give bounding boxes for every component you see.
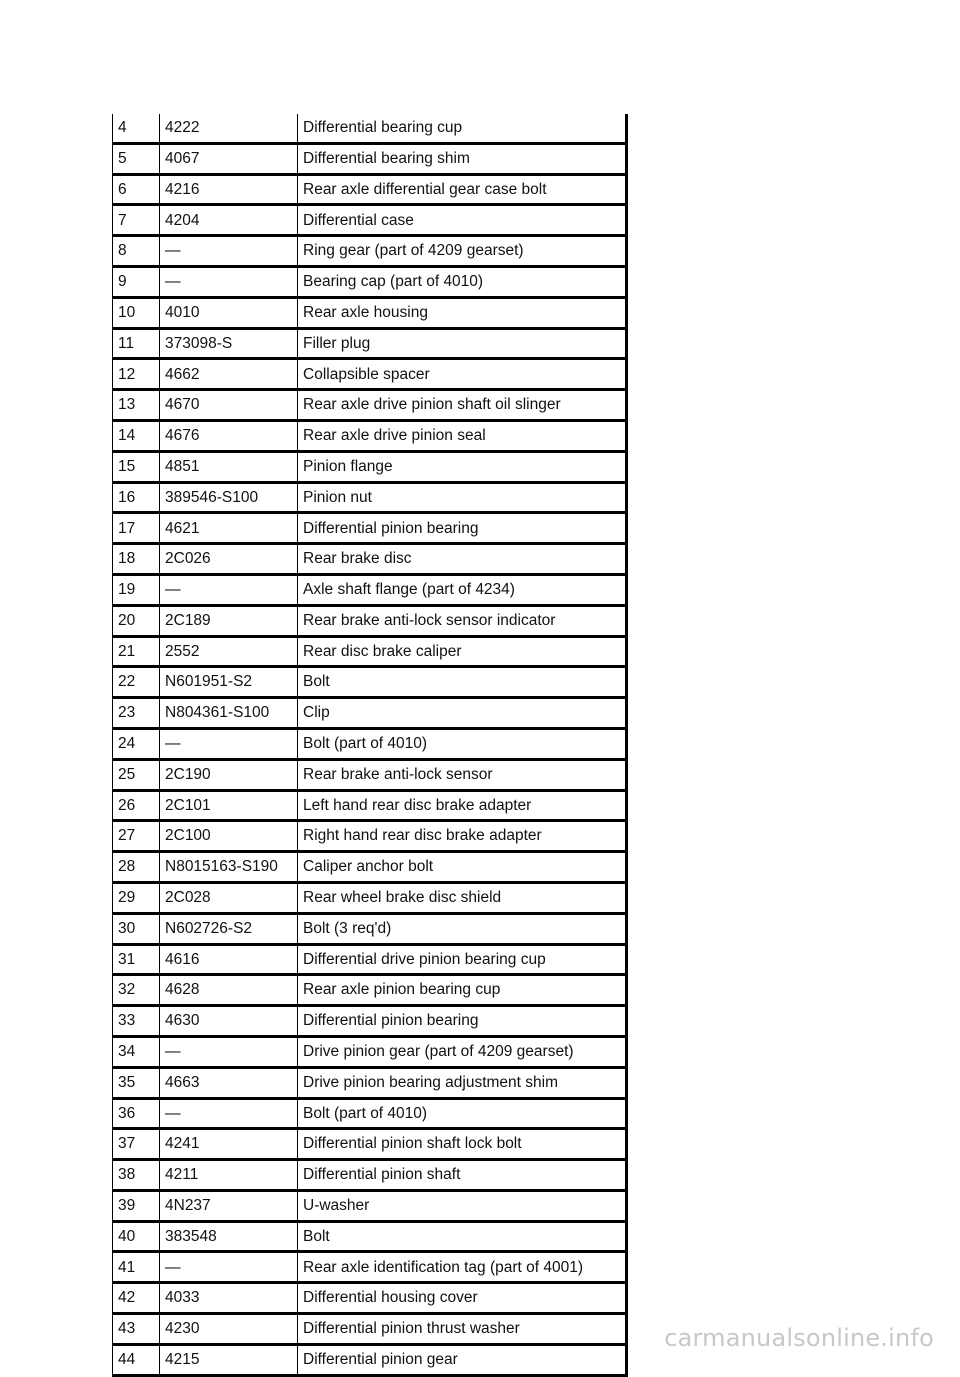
- part-number-cell: 4211: [160, 1160, 298, 1191]
- item-number-cell: 41: [113, 1252, 160, 1283]
- description-cell: Axle shaft flange (part of 4234): [298, 574, 627, 605]
- part-number-cell: 4670: [160, 390, 298, 421]
- part-number-cell: —: [160, 728, 298, 759]
- item-number-cell: 12: [113, 359, 160, 390]
- item-number-cell: 39: [113, 1190, 160, 1221]
- table-row: [113, 759, 627, 790]
- table-row: [113, 359, 627, 390]
- description-cell: Rear axle drive pinion shaft oil slinger: [298, 390, 627, 421]
- item-number-cell: 15: [113, 451, 160, 482]
- description-cell: Differential bearing shim: [298, 143, 627, 174]
- table-row: [113, 205, 627, 236]
- description-cell: Rear disc brake caliper: [298, 636, 627, 667]
- part-number-cell: 4676: [160, 420, 298, 451]
- description-cell: Bolt (part of 4010): [298, 728, 627, 759]
- item-number-cell: 7: [113, 205, 160, 236]
- part-number-cell: 4662: [160, 359, 298, 390]
- description-cell: Filler plug: [298, 328, 627, 359]
- table-row: [113, 297, 627, 328]
- item-number-cell: 25: [113, 759, 160, 790]
- description-cell: Rear axle identification tag (part of 4001): [298, 1252, 627, 1283]
- item-number-cell: 9: [113, 266, 160, 297]
- part-number-cell: 383548: [160, 1221, 298, 1252]
- part-number-cell: 4628: [160, 975, 298, 1006]
- table-row: [113, 451, 627, 482]
- table-row: [113, 698, 627, 729]
- table-row: [113, 266, 627, 297]
- table-row: [113, 790, 627, 821]
- table-row: [113, 1344, 627, 1375]
- item-number-cell: 5: [113, 143, 160, 174]
- table-row: [113, 482, 627, 513]
- item-number-cell: 33: [113, 1006, 160, 1037]
- table-row: [113, 1283, 627, 1314]
- part-number-cell: 2552: [160, 636, 298, 667]
- part-number-cell: 2C100: [160, 821, 298, 852]
- item-number-cell: 34: [113, 1036, 160, 1067]
- table-row: [113, 821, 627, 852]
- item-number-cell: 38: [113, 1160, 160, 1191]
- part-number-cell: 4010: [160, 297, 298, 328]
- description-cell: Rear brake anti-lock sensor: [298, 759, 627, 790]
- part-number-cell: 4230: [160, 1314, 298, 1345]
- part-number-cell: 2C026: [160, 544, 298, 575]
- item-number-cell: 30: [113, 913, 160, 944]
- part-number-cell: 2C189: [160, 605, 298, 636]
- item-number-cell: 4: [113, 114, 160, 143]
- part-number-cell: 4851: [160, 451, 298, 482]
- table-row: [113, 1036, 627, 1067]
- part-number-cell: N602726-S2: [160, 913, 298, 944]
- description-cell: Differential housing cover: [298, 1283, 627, 1314]
- table-row: [113, 1098, 627, 1129]
- part-number-cell: 4215: [160, 1344, 298, 1375]
- item-number-cell: 36: [113, 1098, 160, 1129]
- part-number-cell: N601951-S2: [160, 667, 298, 698]
- part-number-cell: —: [160, 236, 298, 267]
- part-number-cell: 4067: [160, 143, 298, 174]
- item-number-cell: 29: [113, 882, 160, 913]
- table-row: [113, 1221, 627, 1252]
- item-number-cell: 23: [113, 698, 160, 729]
- part-number-cell: 4222: [160, 114, 298, 143]
- table-row: [113, 143, 627, 174]
- table-row: [113, 513, 627, 544]
- description-cell: Bolt (3 req'd): [298, 913, 627, 944]
- table-row: [113, 605, 627, 636]
- table-row: [113, 882, 627, 913]
- item-number-cell: 11: [113, 328, 160, 359]
- item-number-cell: 16: [113, 482, 160, 513]
- table-row: [113, 1006, 627, 1037]
- item-number-cell: 44: [113, 1344, 160, 1375]
- item-number-cell: 18: [113, 544, 160, 575]
- description-cell: Bolt: [298, 667, 627, 698]
- description-cell: Differential pinion thrust washer: [298, 1314, 627, 1345]
- item-number-cell: 10: [113, 297, 160, 328]
- item-number-cell: 32: [113, 975, 160, 1006]
- table-row: [113, 1314, 627, 1345]
- table-row: [113, 975, 627, 1006]
- part-number-cell: 4216: [160, 174, 298, 205]
- part-number-cell: 2C101: [160, 790, 298, 821]
- item-number-cell: 19: [113, 574, 160, 605]
- part-number-cell: N8015163-S190: [160, 852, 298, 883]
- table-row: [113, 420, 627, 451]
- part-number-cell: —: [160, 1098, 298, 1129]
- description-cell: Differential pinion bearing: [298, 513, 627, 544]
- table-row: [113, 174, 627, 205]
- item-number-cell: 35: [113, 1067, 160, 1098]
- item-number-cell: 6: [113, 174, 160, 205]
- description-cell: Drive pinion bearing adjustment shim: [298, 1067, 627, 1098]
- part-number-cell: 2C190: [160, 759, 298, 790]
- item-number-cell: 43: [113, 1314, 160, 1345]
- part-number-cell: 2C028: [160, 882, 298, 913]
- table-row: [113, 852, 627, 883]
- part-number-cell: 4616: [160, 944, 298, 975]
- description-cell: Pinion flange: [298, 451, 627, 482]
- part-number-cell: 4033: [160, 1283, 298, 1314]
- table-row: [113, 328, 627, 359]
- description-cell: Differential pinion shaft lock bolt: [298, 1129, 627, 1160]
- item-number-cell: 42: [113, 1283, 160, 1314]
- table-row: [113, 913, 627, 944]
- part-number-cell: —: [160, 574, 298, 605]
- table-row: [113, 728, 627, 759]
- description-cell: Rear brake anti-lock sensor indicator: [298, 605, 627, 636]
- item-number-cell: 17: [113, 513, 160, 544]
- description-cell: Differential bearing cup: [298, 114, 627, 143]
- table-row: [113, 1190, 627, 1221]
- description-cell: Differential pinion shaft: [298, 1160, 627, 1191]
- description-cell: Drive pinion gear (part of 4209 gearset): [298, 1036, 627, 1067]
- table-row: [113, 1160, 627, 1191]
- description-cell: Differential case: [298, 205, 627, 236]
- parts-table: [112, 114, 628, 1377]
- table-row: [113, 1129, 627, 1160]
- table-row: [113, 390, 627, 421]
- description-cell: Rear axle housing: [298, 297, 627, 328]
- description-cell: Clip: [298, 698, 627, 729]
- description-cell: Bolt (part of 4010): [298, 1098, 627, 1129]
- description-cell: Rear axle pinion bearing cup: [298, 975, 627, 1006]
- item-number-cell: 31: [113, 944, 160, 975]
- item-number-cell: 21: [113, 636, 160, 667]
- item-number-cell: 28: [113, 852, 160, 883]
- item-number-cell: 8: [113, 236, 160, 267]
- description-cell: Differential pinion gear: [298, 1344, 627, 1375]
- table-row: [113, 574, 627, 605]
- description-cell: Rear wheel brake disc shield: [298, 882, 627, 913]
- item-number-cell: 40: [113, 1221, 160, 1252]
- watermark: carmanualsonline.info: [664, 1324, 934, 1352]
- part-number-cell: 4663: [160, 1067, 298, 1098]
- item-number-cell: 24: [113, 728, 160, 759]
- item-number-cell: 22: [113, 667, 160, 698]
- description-cell: Differential pinion bearing: [298, 1006, 627, 1037]
- table-row: [113, 114, 627, 143]
- part-number-cell: 4630: [160, 1006, 298, 1037]
- table-row: [113, 1067, 627, 1098]
- description-cell: Bolt: [298, 1221, 627, 1252]
- description-cell: Collapsible spacer: [298, 359, 627, 390]
- description-cell: Ring gear (part of 4209 gearset): [298, 236, 627, 267]
- part-number-cell: 389546-S100: [160, 482, 298, 513]
- part-number-cell: 4204: [160, 205, 298, 236]
- description-cell: Caliper anchor bolt: [298, 852, 627, 883]
- description-cell: Bearing cap (part of 4010): [298, 266, 627, 297]
- item-number-cell: 37: [113, 1129, 160, 1160]
- part-number-cell: 4241: [160, 1129, 298, 1160]
- description-cell: Left hand rear disc brake adapter: [298, 790, 627, 821]
- part-number-cell: —: [160, 1036, 298, 1067]
- table-row: [113, 544, 627, 575]
- table-row: [113, 636, 627, 667]
- description-cell: Right hand rear disc brake adapter: [298, 821, 627, 852]
- item-number-cell: 27: [113, 821, 160, 852]
- table-row: [113, 667, 627, 698]
- description-cell: Differential drive pinion bearing cup: [298, 944, 627, 975]
- part-number-cell: 4N237: [160, 1190, 298, 1221]
- description-cell: Rear axle drive pinion seal: [298, 420, 627, 451]
- part-number-cell: 373098-S: [160, 328, 298, 359]
- table-row: [113, 944, 627, 975]
- item-number-cell: 13: [113, 390, 160, 421]
- table-row: [113, 236, 627, 267]
- description-cell: Rear axle differential gear case bolt: [298, 174, 627, 205]
- description-cell: U-washer: [298, 1190, 627, 1221]
- part-number-cell: 4621: [160, 513, 298, 544]
- item-number-cell: 26: [113, 790, 160, 821]
- part-number-cell: —: [160, 266, 298, 297]
- description-cell: Pinion nut: [298, 482, 627, 513]
- description-cell: Rear brake disc: [298, 544, 627, 575]
- table-row: [113, 1252, 627, 1283]
- part-number-cell: N804361-S100: [160, 698, 298, 729]
- item-number-cell: 20: [113, 605, 160, 636]
- parts-table-body: [113, 114, 627, 1375]
- part-number-cell: —: [160, 1252, 298, 1283]
- item-number-cell: 14: [113, 420, 160, 451]
